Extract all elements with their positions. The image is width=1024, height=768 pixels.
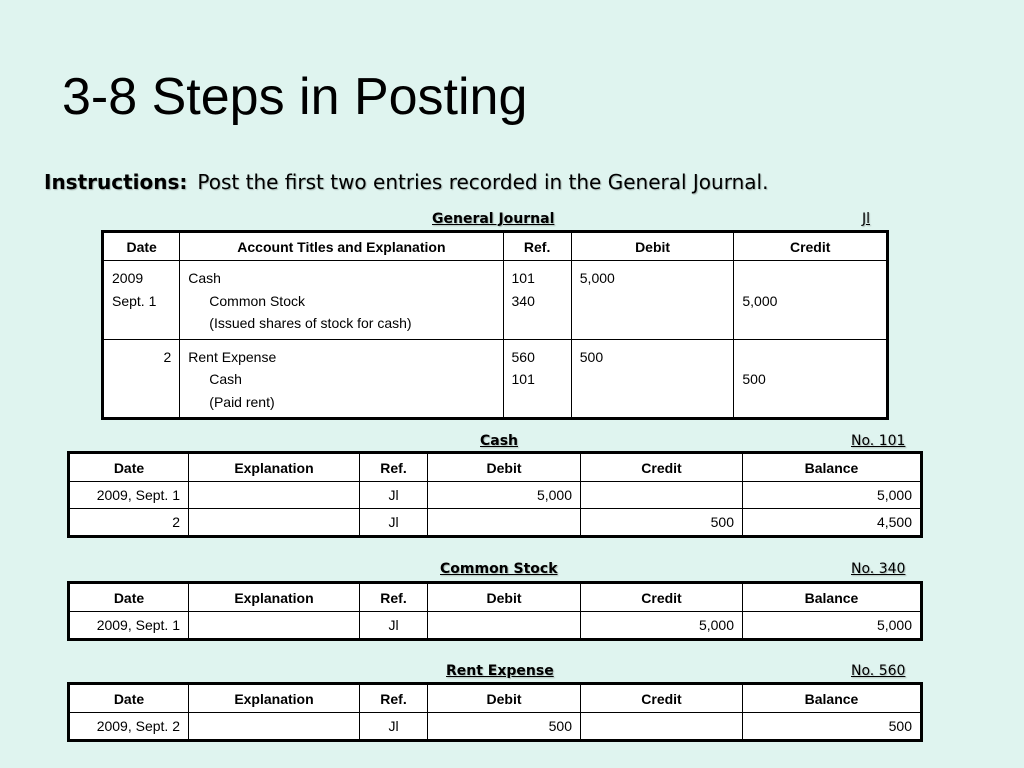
ledger-header-debit: Debit (428, 684, 581, 713)
ref-line: 560 (511, 348, 535, 365)
ledger-date: 2009, Sept. 1 (69, 612, 189, 640)
ledger-header-ref: Ref. (360, 583, 428, 612)
ledger-row (69, 713, 922, 741)
debit-line (580, 312, 726, 335)
ledger-header-balance: Balance (743, 453, 922, 482)
ledger-header-balance: Balance (743, 684, 922, 713)
debit-line (580, 290, 726, 313)
ledger-header-debit: Debit (428, 453, 581, 482)
rent-expense-ledger-title: Rent Expense (446, 663, 554, 679)
common-stock-ledger-table (67, 581, 923, 641)
credit-line (742, 346, 878, 369)
instructions-label: Instructions: (44, 170, 188, 194)
ledger-ref: Jl (360, 509, 428, 537)
ledger-header-date: Date (69, 453, 189, 482)
date-line (112, 368, 171, 391)
ledger-header-date: Date (69, 583, 189, 612)
ledger-explanation (189, 509, 360, 537)
credit-line: 5,000 (742, 292, 778, 309)
ledger-header-credit: Credit (581, 583, 743, 612)
journal-entry-debits (571, 339, 734, 419)
date-line: Sept. 1 (112, 292, 157, 309)
ledger-header-ref: Ref. (360, 453, 428, 482)
credit-account: Common Stock (209, 292, 305, 309)
gj-header-ref: Ref. (503, 232, 571, 261)
journal-entry-date (103, 261, 180, 340)
ledger-balance: 500 (743, 713, 922, 741)
cash-ledger-table (67, 451, 923, 538)
ledger-row (69, 482, 922, 509)
date-line (112, 391, 171, 414)
ledger-explanation (189, 612, 360, 640)
instructions (44, 170, 768, 194)
ref-line: 101 (511, 371, 535, 387)
journal-entry-row (103, 339, 888, 419)
instructions-text: Post the first two entries recorded in the General Journal. (197, 170, 769, 194)
cash-ledger-title: Cash (480, 433, 519, 449)
ledger-debit (428, 509, 581, 537)
ledger-date: 2009, Sept. 2 (69, 713, 189, 741)
ledger-balance: 4,500 (743, 509, 922, 537)
ledger-debit: 500 (428, 713, 581, 741)
credit-line (742, 312, 878, 335)
date-line: 2 (163, 348, 172, 365)
ledger-credit (581, 713, 743, 741)
page-title: 3-8 Steps in Posting (62, 68, 528, 126)
debit-account: Cash (188, 270, 221, 286)
journal-entry-refs (503, 339, 571, 419)
journal-entry-debits (571, 261, 734, 340)
ledger-date: 2009, Sept. 1 (69, 482, 189, 509)
gj-header-credit: Credit (734, 232, 888, 261)
debit-line (580, 368, 726, 391)
journal-entry-refs (503, 261, 571, 340)
ledger-debit (428, 612, 581, 640)
entry-explanation: (Paid rent) (209, 393, 275, 410)
ledger-header-explanation: Explanation (189, 684, 360, 713)
ledger-header-ref: Ref. (360, 684, 428, 713)
ledger-header-explanation: Explanation (189, 583, 360, 612)
ledger-date: 2 (69, 509, 189, 537)
ledger-balance: 5,000 (743, 482, 922, 509)
common-stock-ledger-title: Common Stock (440, 561, 558, 577)
ref-line (512, 391, 563, 414)
general-journal-header-row (103, 232, 888, 261)
ledger-header-debit: Debit (428, 583, 581, 612)
ledger-ref: Jl (360, 713, 428, 741)
ledger-row (69, 509, 922, 537)
ledger-credit (581, 482, 743, 509)
date-line: 2009 (112, 270, 144, 286)
ref-line: 340 (511, 292, 535, 309)
general-journal-page: Jl (862, 211, 871, 227)
credit-line: 500 (742, 371, 766, 387)
common-stock-account-number: No. 340 (851, 561, 906, 577)
credit-line (742, 391, 878, 414)
ref-line: 101 (511, 270, 535, 286)
entry-explanation: (Issued shares of stock for cash) (209, 315, 412, 331)
date-line (112, 312, 171, 335)
general-journal-table (101, 230, 889, 420)
journal-entry-accounts (180, 339, 503, 419)
ledger-header-explanation: Explanation (189, 453, 360, 482)
ledger-debit: 5,000 (428, 482, 581, 509)
journal-entry-date (103, 339, 180, 419)
debit-line: 5,000 (579, 270, 615, 286)
ledger-balance: 5,000 (743, 612, 922, 640)
ledger-header-date: Date (69, 684, 189, 713)
debit-line (580, 391, 726, 414)
ledger-ref: Jl (360, 612, 428, 640)
debit-account: Rent Expense (188, 348, 277, 365)
ledger-header-row (69, 453, 922, 482)
journal-entry-credits (734, 261, 888, 340)
ledger-explanation (189, 482, 360, 509)
ledger-ref: Jl (360, 482, 428, 509)
ledger-header-credit: Credit (581, 453, 743, 482)
rent-expense-account-number: No. 560 (851, 663, 906, 679)
journal-entry-row (103, 261, 888, 340)
ledger-explanation (189, 713, 360, 741)
journal-entry-credits (734, 339, 888, 419)
ledger-header-credit: Credit (581, 684, 743, 713)
cash-account-number: No. 101 (851, 433, 906, 449)
journal-entry-accounts (180, 261, 503, 340)
ledger-header-row (69, 684, 922, 713)
ledger-credit: 5,000 (581, 612, 743, 640)
ledger-credit: 500 (581, 509, 743, 537)
ledger-header-balance: Balance (743, 583, 922, 612)
ledger-header-row (69, 583, 922, 612)
rent-expense-ledger-table (67, 682, 923, 742)
gj-header-debit: Debit (571, 232, 734, 261)
gj-header-date: Date (103, 232, 180, 261)
debit-line: 500 (579, 348, 604, 365)
gj-header-account-titles: Account Titles and Explanation (180, 232, 503, 261)
general-journal-title: General Journal (432, 211, 555, 227)
credit-line (742, 267, 878, 290)
credit-account: Cash (209, 371, 242, 387)
ledger-row (69, 612, 922, 640)
ref-line (512, 312, 563, 335)
